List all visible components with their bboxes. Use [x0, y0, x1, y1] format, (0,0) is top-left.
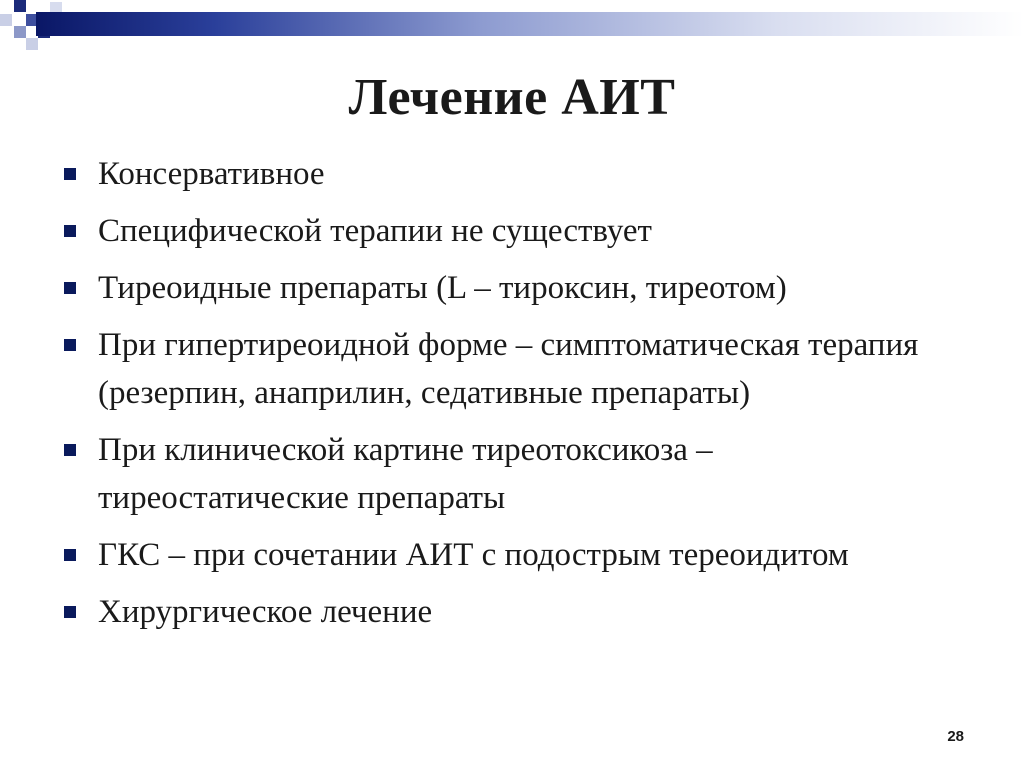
header-gradient-bar [36, 12, 1024, 36]
list-item [64, 321, 964, 417]
list-item-text: Консервативное [98, 156, 325, 192]
page-number: 28 [947, 728, 964, 745]
slide-title: Лечение АИТ [348, 69, 676, 126]
square-bullet-icon [64, 282, 76, 294]
list-item [64, 426, 964, 522]
square-bullet-icon [64, 339, 76, 351]
list-item-text: При гипертиреоидной форме – симптоматическая терапия (резерпин, анаприлин, седативные препараты) [98, 327, 919, 411]
list-item [64, 150, 964, 198]
list-item-text: Хирургическое лечение [98, 594, 433, 630]
list-item [64, 264, 964, 312]
list-item-text: Тиреоидные препараты (L – тироксин, тиреотом) [98, 270, 787, 306]
list-item [64, 531, 964, 579]
list-item-text: При клинической картине тиреотоксикоза – тиреостатические препараты [98, 432, 713, 516]
square-bullet-icon [64, 549, 76, 561]
square-bullet-icon [64, 225, 76, 237]
square-bullet-icon [64, 606, 76, 618]
list-item-text: ГКС – при сочетании АИТ с подострым тереоидитом [98, 537, 849, 573]
square-bullet-icon [64, 168, 76, 180]
list-item-text: Специфической терапии не существует [98, 213, 652, 249]
list-item [64, 588, 964, 636]
square-bullet-icon [64, 444, 76, 456]
bullet-list [64, 150, 964, 645]
list-item [64, 207, 964, 255]
